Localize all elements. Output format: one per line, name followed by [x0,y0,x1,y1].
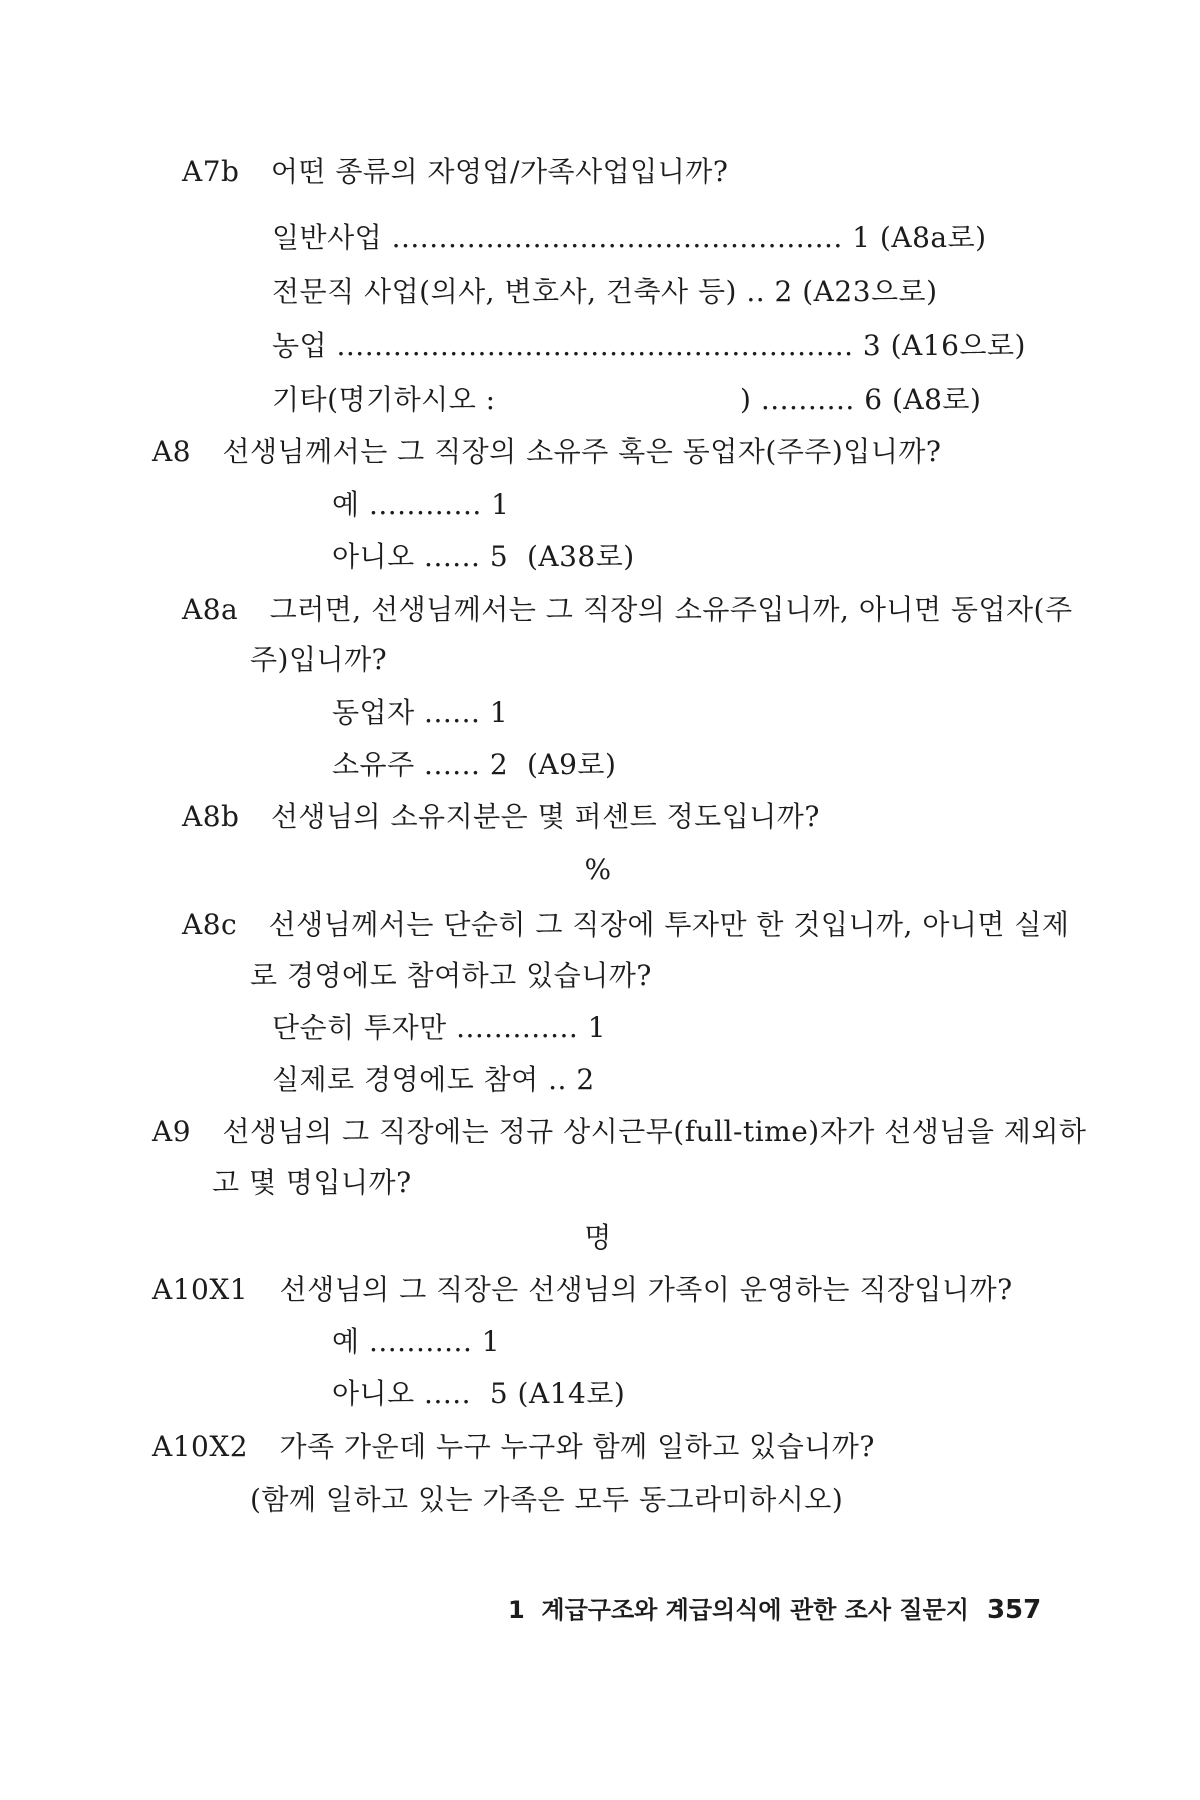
question-a9-continuation: 고 몇 명입니까? [212,1166,412,1199]
answer-unit-percent: % [584,853,612,886]
question-a8a [182,590,1073,630]
option-a8-2: 아니오 ...... 5 (A38로) [332,540,635,573]
question-a9 [152,1112,1086,1152]
option-a8a-2: 소유주 ...... 2 (A9로) [332,748,617,781]
question-id: A7b [182,155,240,188]
question-a8a-continuation: 주)입니까? [250,643,388,676]
question-id: A8 [152,435,192,468]
answer-unit-persons: 명 [584,1221,612,1254]
option-a7b-4: 기타(명기하시오 : ) .......... 6 (A8로) [272,383,982,416]
option-a8-1: 예 ............ 1 [332,488,510,521]
option-a7b-1: 일반사업 ................................................ 1 (A8a로) [272,221,987,254]
question-a8b [182,797,820,837]
question-id: A10X2 [152,1430,249,1463]
question-id: A8c [182,908,238,941]
question-a10x2-note: (함께 일하고 있는 가족은 모두 동그라미하시오) [250,1483,844,1516]
option-a10x1-2: 아니오 ..... 5 (A14로) [332,1377,626,1410]
option-a10x1-1: 예 ........... 1 [332,1325,501,1358]
page-footer [508,1590,1041,1625]
option-a7b-2: 전문직 사업(의사, 변호사, 건축사 등) .. 2 (A23으로) [272,275,938,308]
question-text: 선생님께서는 단순히 그 직장에 투자만 한 것입니까, 아니면 실제 [268,908,1070,941]
question-text: 가족 가운데 누구 누구와 함께 일하고 있습니까? [279,1430,875,1463]
chapter-title: 1 계급구조와 계급의식에 관한 조사 질문지 [508,1596,969,1624]
question-id: A8b [182,800,240,833]
page-number: 357 [986,1595,1042,1625]
question-id: A8a [182,593,239,626]
question-text: 어떤 종류의 자영업/가족사업입니까? [270,155,729,188]
question-a8c-continuation: 로 경영에도 참여하고 있습니까? [250,959,652,992]
question-id: A10X1 [152,1273,249,1306]
option-a8c-2: 실제로 경영에도 참여 .. 2 [272,1063,595,1096]
question-a8 [152,432,941,472]
question-a7b [182,152,728,192]
option-a8c-1: 단순히 투자만 ............. 1 [272,1011,607,1044]
question-a8c [182,905,1069,945]
question-text: 선생님의 소유지분은 몇 퍼센트 정도입니까? [270,800,820,833]
question-text: 선생님의 그 직장은 선생님의 가족이 운영하는 직장입니까? [279,1273,1013,1306]
question-a10x1 [152,1270,1013,1310]
option-a7b-3: 농업 ....................................................... 3 (A16으로) [272,329,1026,362]
question-id: A9 [152,1115,192,1148]
question-a10x2 [152,1427,875,1467]
question-text: 선생님께서는 그 직장의 소유주 혹은 동업자(주주)입니까? [222,435,942,468]
question-text: 선생님의 그 직장에는 정규 상시근무(full-time)자가 선생님을 제외하 [222,1115,1087,1148]
question-text: 그러면, 선생님께서는 그 직장의 소유주입니까, 아니면 동업자(주 [269,593,1073,626]
option-a8a-1: 동업자 ...... 1 [332,696,509,729]
